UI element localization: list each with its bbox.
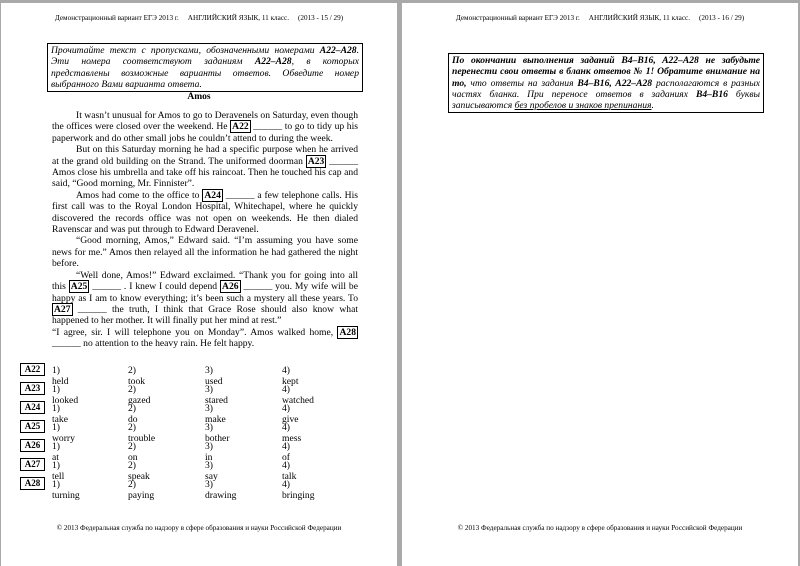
answer-option[interactable] [52,479,80,501]
t: “I agree, sir. I will telephone you on Monday”. Amos walked home, [52,326,338,338]
t: B4–B16 [695,88,728,100]
option-text: looked [52,395,79,406]
question-label: A28 [20,477,45,490]
option-text: speak [128,471,150,482]
option-text: paying [128,490,155,501]
t: It wasn’t unusual for Amos to go to Deravenels on Saturday, even though the offices were closed over the weekend. He [52,110,358,133]
page-16 [402,3,798,566]
notice-box [448,53,764,113]
t: ______ Amos close his umbrella and take off his raincoat. Then he touched his cap and said, “Good morning, Mr. Finnister”. [52,155,358,190]
answer-option[interactable] [282,479,315,501]
question-label: A23 [20,382,45,395]
t: буквы записываются [452,88,760,112]
option-text: at [52,452,59,463]
option-text: in [205,452,213,463]
answer-option[interactable] [128,479,154,501]
option-number: 1) [52,422,60,433]
option-text: make [205,414,226,425]
question-label: A26 [20,439,45,452]
paragraph [52,110,358,144]
option-number: 2) [128,365,136,376]
page-header: Демонстрационный вариант ЕГЭ 2013 г. АНГЛИЙСКИЙ ЯЗЫК, 11 класс. (2013 - 15 / 29) [54,14,344,22]
option-text: take [52,414,68,425]
option-number: 2) [128,479,136,490]
t: ______ . I knew I could depend [89,281,221,293]
option-text: used [205,376,223,387]
instruction-range: A22–A28 [319,45,357,56]
option-number: 1) [52,384,60,395]
option-number: 4) [282,441,290,452]
paragraph [52,270,358,327]
paragraph [52,327,358,350]
option-text: give [282,414,299,425]
t: But on this Saturday morning he had a specific purpose when he arrived at the grand old building on the Strand. The uniformed doorman [52,144,358,167]
option-number: 3) [205,460,213,471]
gap-label: A27 [54,303,71,315]
option-number: 3) [205,384,213,395]
option-number: 4) [282,384,290,395]
notice-bold: По окончании выполнения заданий B4–B16, A22–A28 не забудьте перенести свои ответы в бланк ответов № 1! Обратите внимание на то, [452,55,760,89]
answer-option[interactable] [205,479,236,501]
option-text: held [52,376,69,387]
question-label: A27 [20,458,45,471]
gap-label: A23 [307,155,325,167]
option-number: 3) [205,422,213,433]
paragraph [52,190,358,236]
page-15 [1,3,397,566]
paragraph: “Good morning, Amos,” Edward said. “I’m assuming you have some news for me.” Amos then relayed all the information he had gathered the night before. [52,235,358,270]
option-text: stared [205,395,228,406]
t: ______ the truth, I think that Grace Rose should also know what happened to her mother. It will finally put her mind at rest.” [52,303,358,327]
gap-label: A28 [339,326,356,338]
gap-label: A25 [70,281,88,293]
option-number: 2) [128,384,136,395]
t: ______ a few telephone calls. His first call was to the Royal London Hospital, Whitechapel, where he quickly discovered the records office was not open on weekends. He then dialed Ravenscar and was put through to Edward Deravenel. [52,189,358,236]
option-text: tell [52,471,65,482]
instruction-range: A22–A28 [254,56,292,68]
gap-label: A26 [222,281,239,293]
option-text: mess [282,433,302,444]
paragraph [52,144,358,190]
option-number: 4) [282,460,290,471]
underlined-text: без пробелов и знаков препинания [514,100,652,112]
page-footer: © 2013 Федеральная служба по надзору в сфере образования и науки Российской Федерации [56,524,342,532]
option-number: 4) [282,479,290,490]
text-title: Amos [187,92,211,102]
t: “Well done, Amos!” Edward exclaimed. “Thank you for going into all this [52,269,358,293]
question-label: A22 [20,363,45,376]
option-text: bringing [282,490,315,501]
option-number: 1) [52,441,60,452]
option-number: 3) [205,479,213,490]
option-text: bother [205,433,230,444]
instruction-text: Прочитайте текст с пропусками, обозначенными номерами [51,45,320,56]
option-number: 1) [52,460,60,471]
page-header: Демонстрационный вариант ЕГЭ 2013 г. АНГЛИЙСКИЙ ЯЗЫК, 11 класс. (2013 - 16 / 29) [455,14,745,22]
option-number: 1) [52,479,60,490]
option-text: trouble [128,433,156,444]
option-text: took [128,376,146,387]
option-number: 2) [128,403,136,414]
option-text: gazed [128,395,151,406]
option-text: kept [282,376,299,387]
option-text: say [205,471,218,482]
gap-label: A22 [232,121,249,133]
option-number: 4) [282,365,290,376]
t: ______ to go to tidy up his paperwork and do other small jobs he couldn’t attend to during the week. [52,121,358,144]
option-text: drawing [205,490,237,501]
instruction-box [47,43,363,92]
t: ______ no attention to the heavy rain. He felt happy. [52,338,255,350]
t: . [651,100,654,112]
option-text: turning [52,490,80,501]
reading-text [52,110,358,350]
option-text: on [128,452,138,463]
option-number: 1) [52,365,60,376]
question-label: A24 [20,401,45,414]
option-text: watched [282,395,314,406]
option-number: 4) [282,403,290,414]
option-number: 2) [128,441,136,452]
gap-label: A24 [204,189,221,201]
t: располагаются в разных частях бланка. При переносе ответов в заданиях [452,77,760,100]
question-label: A25 [20,420,45,433]
option-text: of [282,452,290,463]
instruction-text: , в которых представлены возможные варианты ответов. Обведите номер выбранного Вами варианта ответа. [51,56,359,90]
option-number: 1) [52,403,60,414]
t: что ответы на задания [466,77,578,89]
option-number: 3) [205,365,213,376]
t: Amos had come to the office to [76,189,203,201]
option-number: 3) [205,403,213,414]
instruction-text: . Эти номера соответствуют заданиям [51,45,359,68]
option-number: 2) [128,460,136,471]
option-number: 2) [128,422,136,433]
option-text: talk [282,471,297,482]
t: B4–B16, A22–A28 [577,77,653,89]
option-text: do [128,414,138,425]
option-number: 3) [205,441,213,452]
page-footer: © 2013 Федеральная служба по надзору в сфере образования и науки Российской Федерации [457,524,743,532]
option-text: worry [52,433,75,444]
t: ______ you. My wife will be happy as I am to know everything; it’s been such a mystery all these years. To [52,281,358,304]
option-number: 4) [282,422,290,433]
